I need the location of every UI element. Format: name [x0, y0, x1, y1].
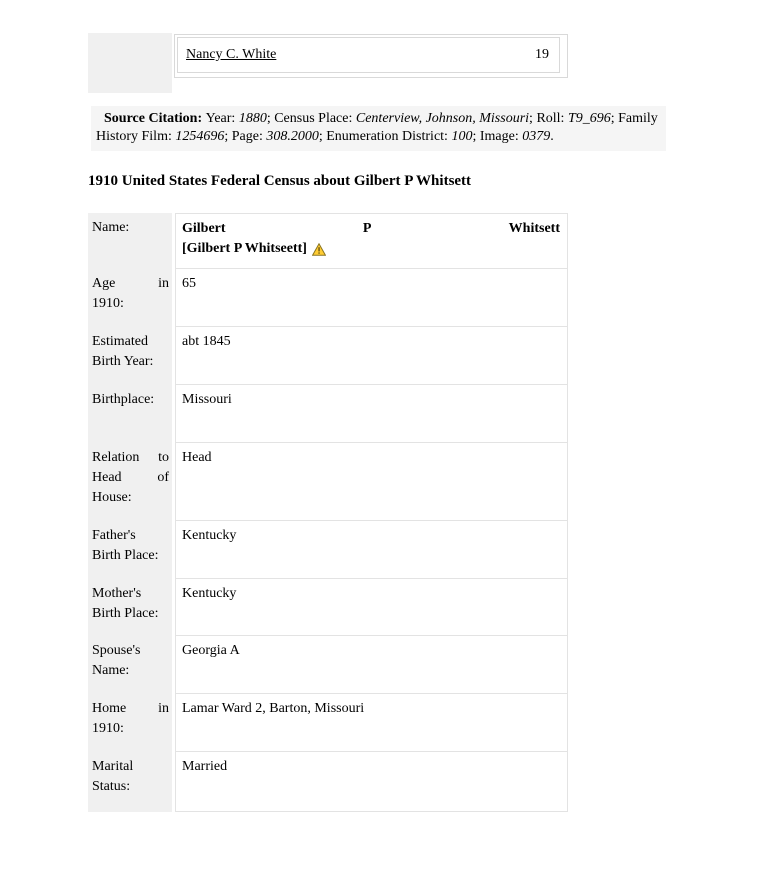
table-row-name	[88, 213, 568, 269]
row-value: Missouri	[175, 385, 568, 443]
row-value: abt 1845	[175, 327, 568, 385]
citation-label: Family History Film:	[96, 111, 658, 144]
label-line: Name:	[92, 663, 130, 678]
name-last: Whitsett	[508, 221, 560, 236]
citation-label: Year:	[205, 111, 239, 126]
label-line: Birth Place:	[92, 606, 159, 621]
citation-label: Source Citation:	[104, 111, 206, 126]
label-line: Status:	[92, 779, 131, 794]
label-line: Home in	[92, 701, 169, 716]
household-member-row	[177, 37, 560, 73]
name-first: Gilbert	[182, 221, 226, 236]
label-line: Estimated	[92, 334, 148, 349]
table-row-father-birthplace	[88, 521, 568, 579]
citation-label: ;	[318, 129, 327, 144]
citation-value: 308.2000	[266, 129, 319, 144]
citation-value: T9_696	[567, 111, 611, 126]
citation-value: Centerview, Johnson, Missouri	[355, 111, 530, 126]
row-label	[88, 521, 172, 579]
citation-label: ;	[472, 129, 480, 144]
source-citation	[91, 106, 666, 151]
table-row-birthplace	[88, 385, 568, 443]
label-line: Birth Place:	[92, 548, 159, 563]
citation-value: 1880	[238, 111, 267, 126]
row-value: Head	[175, 443, 568, 521]
citation-label: ;	[529, 111, 537, 126]
row-label	[88, 327, 172, 385]
table-row-home	[88, 694, 568, 752]
citation-value: 0379	[522, 129, 551, 144]
label-line: Birthplace:	[92, 392, 155, 407]
row-value: Kentucky	[175, 579, 568, 636]
citation-label: .	[550, 129, 554, 144]
label-line: Mother's	[92, 586, 142, 601]
label-line: House:	[92, 490, 132, 505]
table-row-mother-birthplace	[88, 579, 568, 636]
label-line: Head of	[92, 470, 169, 485]
citation-label: ;	[266, 111, 275, 126]
table-row-marital-status	[88, 752, 568, 812]
row-value: 65	[175, 269, 568, 327]
row-label	[88, 385, 172, 443]
label-line: Marital	[92, 759, 134, 774]
citation-label: Image:	[479, 129, 523, 144]
member-name-link[interactable]: Nancy C. White	[186, 47, 277, 62]
label-line: Name:	[92, 220, 130, 235]
top-record-table	[174, 34, 568, 78]
alternate-name: [Gilbert P Whitseett]	[182, 241, 307, 256]
label-line: Spouse's	[92, 643, 141, 658]
label-line: Birth Year:	[92, 354, 154, 369]
census-heading: 1910 United States Federal Census about Gilbert P Whitsett	[88, 173, 472, 189]
citation-label: Page:	[231, 129, 267, 144]
table-row-age	[88, 269, 568, 327]
row-label	[88, 213, 172, 269]
citation-value: 1254696	[175, 129, 225, 144]
row-value: Married	[175, 752, 568, 812]
row-value: Georgia A	[175, 636, 568, 694]
citation-label: Roll:	[536, 111, 568, 126]
top-record-label-spacer	[88, 33, 172, 93]
citation-label: Enumeration District:	[326, 129, 452, 144]
row-label	[88, 443, 172, 521]
table-row-birth-year	[88, 327, 568, 385]
name-middle: P	[362, 221, 372, 236]
table-row-relation	[88, 443, 568, 521]
census-table	[88, 213, 568, 812]
row-label	[88, 636, 172, 694]
label-line: 1910:	[92, 721, 124, 736]
member-age-value: 19	[535, 47, 549, 62]
row-value-name	[175, 213, 568, 269]
row-label	[88, 579, 172, 636]
label-line: 1910:	[92, 296, 124, 311]
citation-value: 100	[451, 129, 473, 144]
label-line: Relation to	[92, 450, 169, 465]
row-value: Kentucky	[175, 521, 568, 579]
warning-triangle-icon[interactable]	[312, 243, 326, 256]
citation-label: Census Place:	[274, 111, 356, 126]
alternate-name-line	[182, 239, 562, 259]
row-label	[88, 752, 172, 812]
citation-label: ;	[610, 111, 619, 126]
row-label	[88, 694, 172, 752]
row-value: Lamar Ward 2, Barton, Missouri	[175, 694, 568, 752]
label-line: Father's	[92, 528, 136, 543]
table-row-spouse	[88, 636, 568, 694]
citation-label: ;	[224, 129, 232, 144]
label-line: Age in	[92, 276, 169, 291]
full-name	[182, 219, 562, 239]
row-label	[88, 269, 172, 327]
